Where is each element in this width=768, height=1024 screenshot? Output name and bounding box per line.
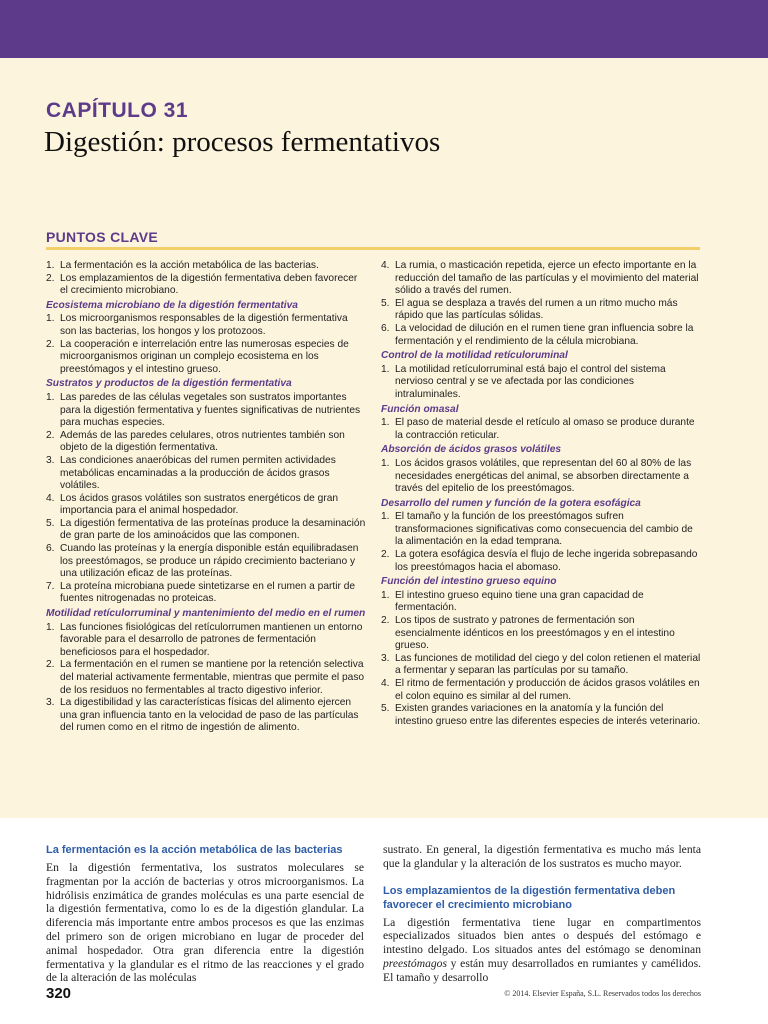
key-point-item: [381, 590, 701, 615]
key-point-item: [46, 260, 366, 273]
key-point-text: Los ácidos grasos volátiles, que representan del 60 al 80% de las necesidades energéticas del animal, se absorben directamente a través del epitelio de los preestómagos.: [395, 457, 692, 495]
key-point-text: Los tipos de sustrato y patrones de fermentación son esencialmente idénticos en los preestómagos y en el intestino grueso.: [395, 615, 675, 652]
key-point-number: 2.: [46, 659, 55, 671]
page-number: 320: [46, 985, 72, 1002]
key-point-item: [381, 364, 701, 402]
key-points-section: [381, 498, 701, 575]
chapter-number: CAPÍTULO 31: [46, 99, 189, 122]
chapter-title: Digestión: procesos fermentativos: [44, 126, 441, 158]
key-point-item: [46, 518, 366, 543]
key-point-number: 2.: [381, 615, 390, 627]
key-points-heading: PUNTOS CLAVE: [46, 229, 158, 245]
key-points-right-column: [381, 260, 701, 728]
key-points-subheading: Función del intestino grueso equino: [381, 576, 557, 588]
key-points-section: [381, 444, 701, 495]
key-point-number: 5.: [381, 297, 390, 309]
key-point-number: 4.: [46, 492, 55, 504]
key-point-item: [381, 653, 701, 678]
key-point-number: 1.: [46, 313, 55, 325]
key-point-text: El tamaño y la función de los preestómagos sufren transformaciones significativas como consecuencia del cambio de la alimentación en la edad temprana.: [395, 511, 693, 548]
key-point-number: 6.: [46, 543, 55, 555]
copyright-notice: © 2014. Elsevier España, S.L. Reservados todos los derechos: [504, 989, 701, 998]
body-paragraph: En la digestión fermentativa, los sustratos moleculares se fragmentan por la acción de bacterias y otros microorganismos. La hidrólisis enzimática de grandes moléculas es una parte esencial de la digestión fermentativa, como lo es de la digestión glandular. La diferencia más importante entre ambos procesos es que las enzimas del primero son de origen microbiano en lugar de proceder del animal hospedador. Otra gran diferencia entre la digestión fermentativa y la glandular es el ritmo de las reacciones y el grado de la alteración de las moléculas: [46, 861, 364, 985]
key-point-item: [46, 581, 366, 606]
key-point-text: Las funciones fisiológicas del retículorrumen mantienen un entorno favorable para el desarrollo de patrones de fermentación beneficiosos para el hospedador.: [60, 621, 363, 658]
key-point-item: [46, 697, 366, 735]
key-point-item: [381, 458, 701, 496]
key-points-subheading: Función omasal: [381, 403, 459, 415]
key-point-text: Existen grandes variaciones en la anatomía y la función del intestino grueso entre las diferentes especies de interés veterinario.: [395, 703, 701, 727]
key-point-number: 1.: [46, 621, 55, 633]
key-point-item: [381, 511, 701, 549]
key-point-item: [381, 549, 701, 574]
key-point-text: Los emplazamientos de la digestión fermentativa deben favorecer el crecimiento microbiano.: [60, 272, 358, 297]
key-point-text: El ritmo de fermentación y producción de ácidos grasos volátiles en el colon equino es similar al del rumen.: [395, 678, 700, 702]
key-point-text: La cooperación e interrelación entre las numerosas especies de microorganismos originan un complejo ecosistema en los preestómagos y el intestino grueso.: [60, 338, 349, 375]
key-point-item: [46, 339, 366, 377]
paragraph-text: La digestión fermentativa tiene lugar en compartimentos especializados situados bien antes o después del estómago e intestino delgado. Los situados antes del estómago se denominan: [383, 915, 701, 957]
key-point-number: 2.: [46, 272, 55, 284]
key-points-section: [46, 608, 366, 735]
key-point-item: [46, 622, 366, 660]
key-point-number: 3.: [381, 652, 390, 664]
key-points-subheading: Control de la motilidad retículoruminal: [381, 350, 568, 362]
key-point-number: 3.: [46, 697, 55, 709]
key-point-number: 6.: [381, 322, 390, 334]
key-point-item: [46, 493, 366, 518]
key-point-text: La motilidad retículorruminal está bajo el control del sistema nervioso central y se ve afectada por las condiciones intraluminales.: [395, 363, 666, 400]
top-color-band: [0, 0, 768, 58]
key-point-text: El agua se desplaza a través del rumen a un ritmo mucho más rápido que las partículas sólidas.: [395, 297, 678, 322]
key-points-section: [381, 404, 701, 443]
key-points-left-column: [46, 260, 366, 735]
key-point-item: [381, 615, 701, 653]
key-point-item: [46, 313, 366, 338]
key-points-subheading: Motilidad retículorruminal y mantenimiento del medio en el rumen: [46, 608, 366, 620]
key-point-item: [381, 298, 701, 323]
key-point-text: Los ácidos grasos volátiles son sustratos energéticos de gran importancia para el animal hospedador.: [60, 492, 339, 517]
key-point-item: [46, 273, 366, 298]
body-left-column: [46, 843, 364, 985]
key-point-number: 5.: [381, 703, 390, 715]
key-point-item: [46, 430, 366, 455]
key-point-number: 1.: [381, 363, 390, 375]
key-points-section: [381, 260, 701, 348]
key-point-number: 1.: [46, 260, 55, 271]
key-point-number: 1.: [381, 511, 390, 523]
section-heading: Los emplazamientos de la digestión fermentativa deben favorecer el crecimiento microbiano: [383, 884, 676, 911]
key-point-text: La velocidad de dilución en el rumen tiene gran influencia sobre la fermentación y el rendimiento de la célula microbiana.: [395, 322, 694, 347]
key-point-text: El intestino grueso equino tiene una gran capacidad de fermentación.: [395, 589, 644, 614]
body-right-column: [383, 843, 701, 985]
key-points-subheading: Sustratos y productos de la digestión fermentativa: [46, 378, 292, 390]
key-point-text: La rumia, o masticación repetida, ejerce un efecto importante en la reducción del tamaño de las partículas y el movimiento del material sólido a través del rumen.: [395, 260, 699, 297]
key-point-item: [381, 417, 701, 442]
key-points-subheading: Desarrollo del rumen y función de la gotera esofágica: [381, 497, 641, 509]
key-point-text: Las condiciones anaeróbicas del rumen permiten actividades metabólicas encaminadas a la producción de ácidos grasos volátiles.: [60, 454, 336, 492]
paragraph-text: y están muy desarrollados en rumiantes y camélidos. El tamaño y desarrollo: [383, 956, 701, 984]
key-points-subheading: Absorción de ácidos grasos volátiles: [381, 444, 562, 456]
key-point-item: [46, 659, 366, 697]
key-points-section: [381, 576, 701, 728]
key-point-number: 2.: [46, 429, 55, 441]
key-point-text: Los microorganismos responsables de la digestión fermentativa son las bacterias, los hongos y los protozoos.: [60, 313, 348, 337]
key-point-number: 4.: [381, 260, 390, 271]
key-points-section: [46, 260, 366, 298]
key-point-text: El paso de material desde el retículo al omaso se produce durante la contracción reticular.: [395, 417, 695, 441]
key-points-divider: [46, 247, 700, 250]
key-points-section: [46, 300, 366, 377]
key-point-text: La gotera esofágica desvía el flujo de leche ingerida sobrepasando los preestómagos hacia el abomaso.: [395, 549, 698, 573]
key-point-number: 1.: [46, 391, 55, 403]
key-points-section: [381, 350, 701, 401]
body-paragraph-continued: sustrato. En general, la digestión fermentativa es mucho más lenta que la glandular y la alteración de los sustratos es mucho mayor.: [383, 843, 701, 870]
key-point-item: [381, 703, 701, 728]
key-point-number: 3.: [46, 454, 55, 466]
key-point-number: 5.: [46, 517, 55, 529]
key-point-number: 1.: [381, 589, 390, 601]
key-point-text: La proteína microbiana puede sintetizarse en el rumen a partir de fuentes nitrogenadas no proteicas.: [60, 580, 356, 605]
key-point-text: Las funciones de motilidad del ciego y del colon retienen el material a fermentar y separan las partículas por su tamaño.: [395, 652, 701, 677]
key-point-number: 7.: [46, 580, 55, 592]
key-point-item: [46, 392, 366, 430]
key-point-item: [46, 455, 366, 493]
key-point-number: 1.: [381, 457, 390, 469]
key-point-text: La digestibilidad y las características físicas del alimento ejercen una gran influencia tanto en la velocidad de paso de las partículas del rumen como en el ritmo de ingestión de alimento.: [60, 697, 359, 734]
section-heading: La fermentación es la acción metabólica de las bacterias: [46, 844, 343, 856]
key-point-number: 4.: [381, 678, 390, 689]
key-points-section: [46, 378, 366, 606]
key-point-number: 1.: [381, 417, 390, 429]
key-point-item: [46, 543, 366, 581]
key-point-item: [381, 260, 701, 298]
key-point-number: 2.: [46, 338, 55, 350]
key-point-item: [381, 678, 701, 703]
key-point-text: Las paredes de las células vegetales son sustratos importantes para la digestión fermentativa y fuentes significativas de nutrientes para muchas especies.: [60, 391, 361, 429]
key-point-text: Además de las paredes celulares, otros nutrientes también son objeto de la digestión fermentativa.: [60, 429, 345, 454]
body-paragraph: [383, 916, 701, 985]
key-point-text: La fermentación es la acción metabólica de las bacterias.: [60, 260, 319, 271]
italic-term: preestómagos: [383, 956, 447, 970]
key-points-subheading: Ecosistema microbiano de la digestión fermentativa: [46, 299, 298, 311]
key-point-number: 2.: [381, 549, 390, 561]
key-point-text: Cuando las proteínas y la energía disponible están equilibradasen los preestómagos, se produce un rápido crecimiento bacteriano y una utilización eficaz de las proteínas.: [60, 543, 359, 580]
key-point-item: [381, 323, 701, 348]
key-point-text: La digestión fermentativa de las proteínas produce la desaminación de gran parte de los aminoácidos que las componen.: [60, 517, 366, 542]
key-point-text: La fermentación en el rumen se mantiene por la retención selectiva del material activamente fermentable, mientras que permite el paso de los residuos no fermentables al tracto digestivo inferior.: [60, 659, 365, 696]
